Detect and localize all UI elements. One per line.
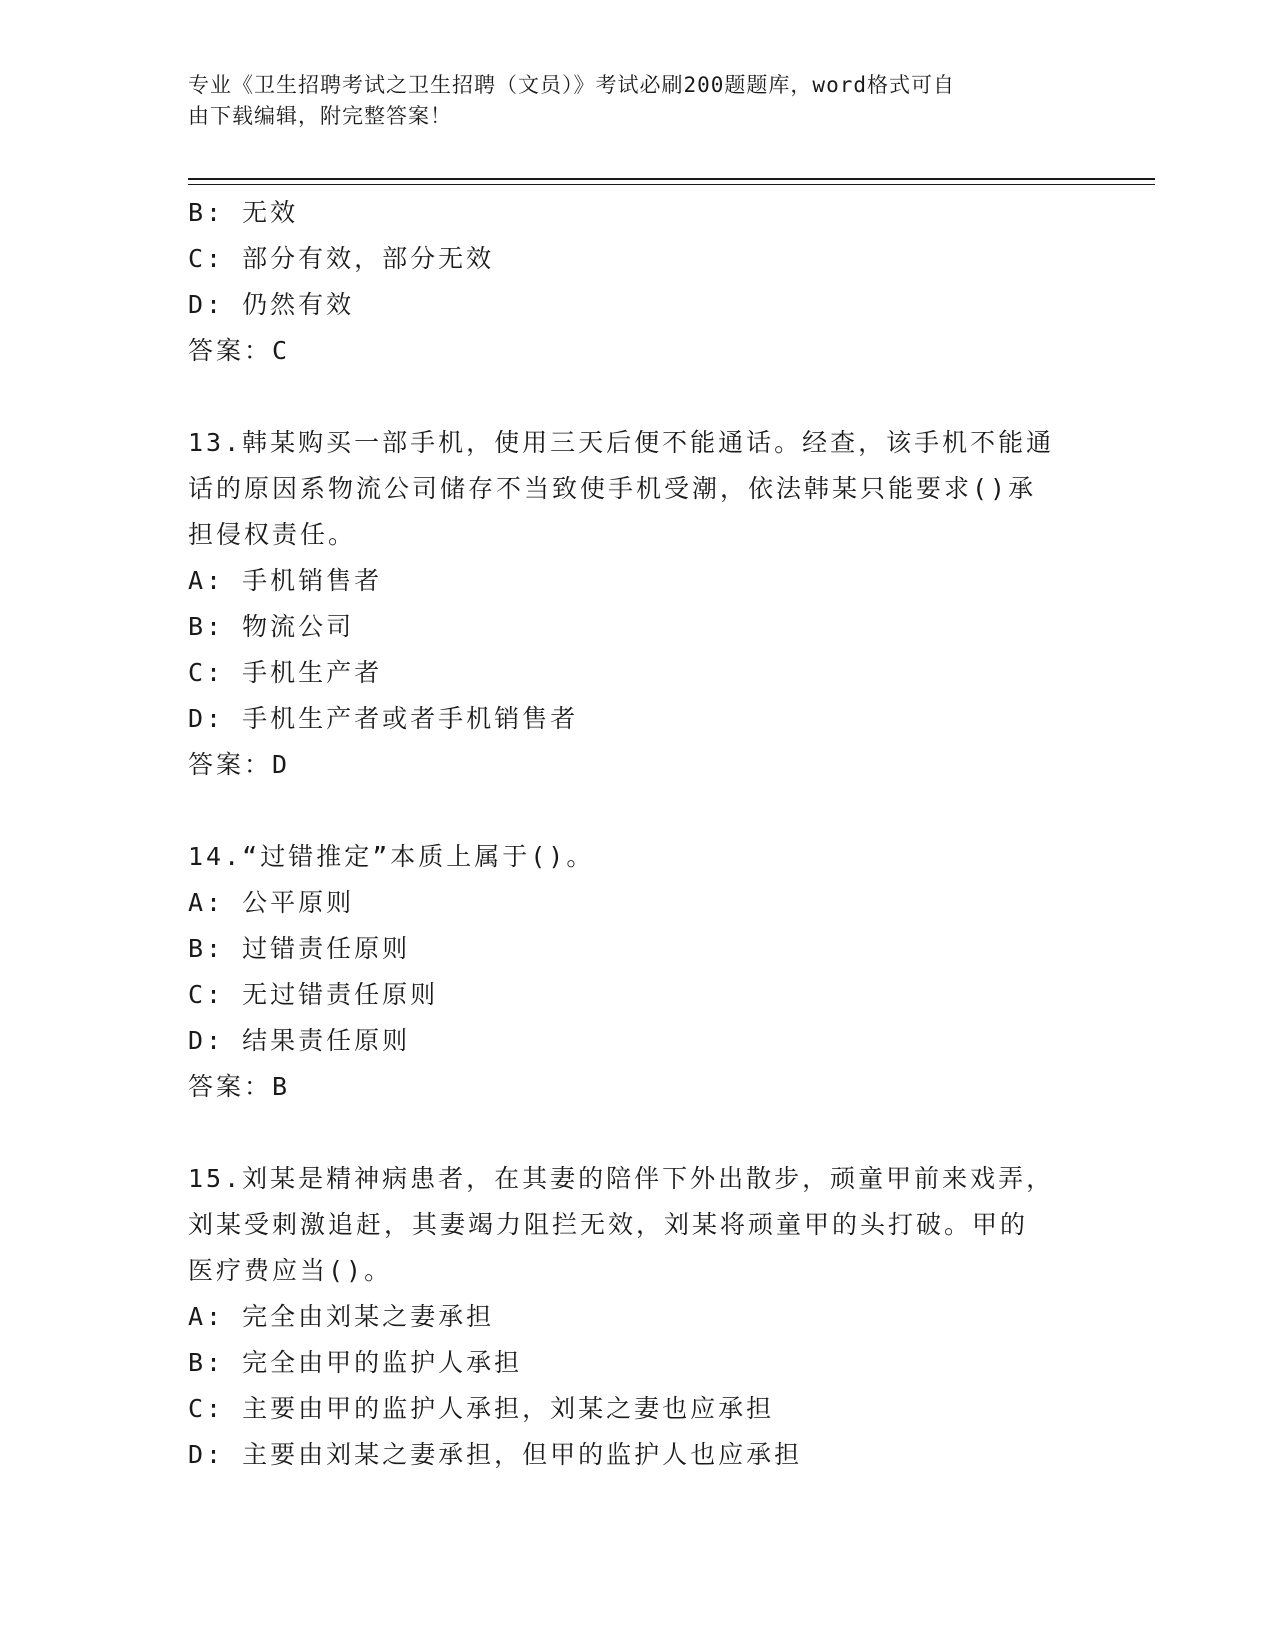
text-line: C: 部分有效，部分无效 xyxy=(188,244,495,273)
text-line: 答案：D xyxy=(188,750,291,779)
text-line: C: 主要由甲的监护人承担，刘某之妻也应承担 xyxy=(188,1394,775,1423)
text-line: B: 过错责任原则 xyxy=(188,934,411,963)
text-line: B: 完全由甲的监护人承担 xyxy=(188,1348,523,1377)
text-line: 答案：C xyxy=(188,336,291,365)
header-line-2: 由下载编辑，附完整答案！ xyxy=(188,104,452,128)
text-line: 14.“过错推定”本质上属于()。 xyxy=(188,842,595,871)
text-line: 医疗费应当()。 xyxy=(188,1256,393,1285)
text-line: B: 物流公司 xyxy=(188,612,355,641)
header-rule-thin xyxy=(188,184,1155,185)
text-line: 刘某受刺激追赶，其妻竭力阻拦无效，刘某将顽童甲的头打破。甲的 xyxy=(188,1210,1029,1239)
text-line: C: 无过错责任原则 xyxy=(188,980,439,1009)
text-line: C: 手机生产者 xyxy=(188,658,383,687)
text-line: D: 仍然有效 xyxy=(188,290,355,319)
blank-line xyxy=(188,788,1088,834)
text-line: 15.刘某是精神病患者，在其妻的陪伴下外出散步，顽童甲前来戏弄， xyxy=(188,1164,1055,1193)
text-line: D: 结果责任原则 xyxy=(188,1026,411,1055)
header-line-1: 专业《卫生招聘考试之卫生招聘（文员）》考试必刷200题题库，word格式可自 xyxy=(188,73,955,97)
text-line: 话的原因系物流公司储存不当致使手机受潮，依法韩某只能要求()承 xyxy=(188,474,1037,503)
blank-line xyxy=(188,1110,1088,1156)
blank-line xyxy=(188,374,1088,420)
text-line: 担侵权责任。 xyxy=(188,520,357,549)
text-line: A: 完全由刘某之妻承担 xyxy=(188,1302,495,1331)
page-header xyxy=(188,70,1068,132)
question-content xyxy=(188,190,1088,1478)
text-line: 答案：B xyxy=(188,1072,291,1101)
text-line: A: 公平原则 xyxy=(188,888,355,917)
text-line: B: 无效 xyxy=(188,198,299,227)
text-line: D: 主要由刘某之妻承担，但甲的监护人也应承担 xyxy=(188,1440,803,1469)
text-line: 13.韩某购买一部手机，使用三天后便不能通话。经查，该手机不能通 xyxy=(188,428,1055,457)
header-rule-thick xyxy=(188,178,1155,180)
text-line: D: 手机生产者或者手机销售者 xyxy=(188,704,579,733)
text-line: A: 手机销售者 xyxy=(188,566,383,595)
